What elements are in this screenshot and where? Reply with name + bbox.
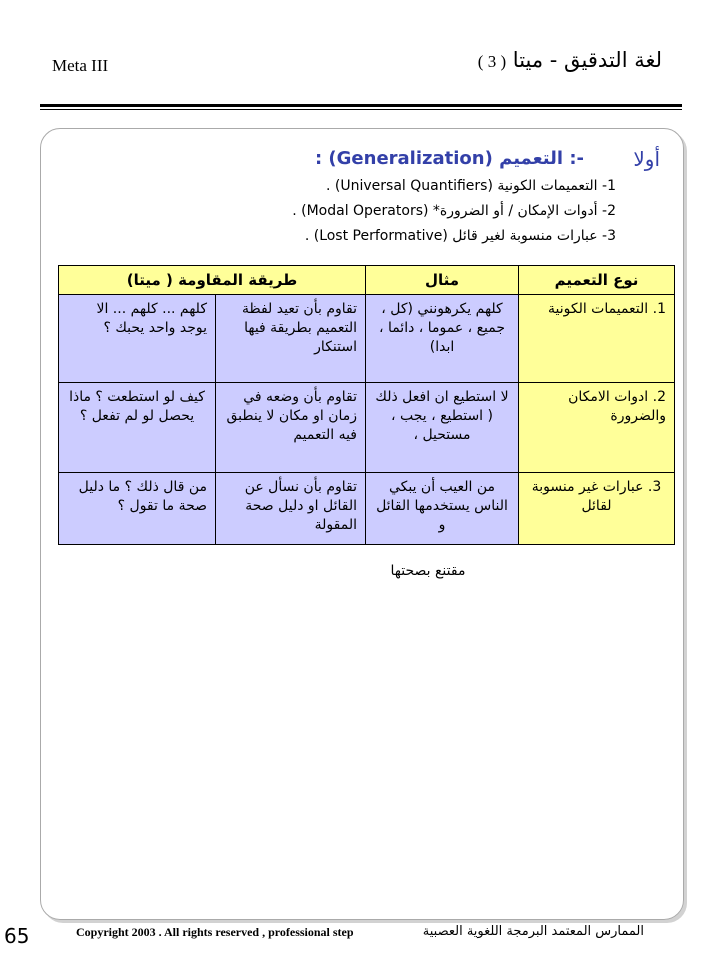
header-right-title <box>478 48 662 72</box>
cell-method: تقاوم بأن نسأل عن القائل او دليل صحة المقولة <box>216 473 366 545</box>
header-number: ( 3 ) <box>477 52 507 71</box>
footer-arabic: الممارس المعتمد البرمجة اللغوية العصبية <box>422 924 644 939</box>
table-row <box>59 383 675 473</box>
generalization-table <box>58 265 675 545</box>
header-example: مثال <box>366 266 519 295</box>
list-item: 3- عبارات منسوبة لغير قائل (Lost Performative) . <box>304 228 616 244</box>
list-item: 1- التعميمات الكونية (Universal Quantifiers) . <box>326 178 616 194</box>
page-number: 65 <box>4 924 30 948</box>
cell-example: لا استطيع ان افعل ذلك ( استطيع ، يجب ، مستحيل ، <box>366 383 519 473</box>
cell-phrase: كيف لو استطعت ؟ ماذا يحصل لو لم تفعل ؟ <box>59 383 216 473</box>
header-rule-thin <box>40 109 682 110</box>
list-item: 2- أدوات الإمكان / أو الضرورة* (Modal Operators) . <box>292 203 616 219</box>
cell-example: من العيب أن يبكي الناس يستخدمها القائل و <box>366 473 519 545</box>
cell-type: 3. عبارات غير منسوبة لقائل <box>519 473 675 545</box>
header-type: نوع التعميم <box>519 266 675 295</box>
header-method: طريقة المقاومة ( ميتا) <box>59 266 366 295</box>
cell-phrase: كلهم ... كلهم ... الا يوجد واحد يحبك ؟ <box>59 295 216 383</box>
header-left-title: Meta III <box>52 56 109 75</box>
cell-type: 2. ادوات الامكان والضرورة <box>519 383 675 473</box>
section-label: أولا <box>633 147 660 171</box>
cell-example: كلهم يكرهونني (كل ، جميع ، عموما ، دائما ، ابدا) <box>366 295 519 383</box>
header-rule-thick <box>40 104 682 107</box>
cell-phrase: من قال ذلك ؟ ما دليل صحة ما تقول ؟ <box>59 473 216 545</box>
cell-method: تقاوم بأن وضعه في زمان او مكان لا ينطبق فيه التعميم <box>216 383 366 473</box>
copyright: Copyright 2003 . All rights reserved , professional step <box>76 925 354 939</box>
table-header-row <box>59 266 675 295</box>
header-arabic-title: لغة التدقيق - ميتا <box>512 48 662 72</box>
table-row <box>59 473 675 545</box>
cell-type: 1. التعميمات الكونية <box>519 295 675 383</box>
table-row <box>59 295 675 383</box>
cell-method: تقاوم بأن تعيد لفظة التعميم بطريقة فيها استنكار <box>216 295 366 383</box>
cell-overflow-text: مقتنع بصحتها <box>390 563 466 579</box>
section-heading: -: التعميم (Generalization) : <box>314 148 584 169</box>
